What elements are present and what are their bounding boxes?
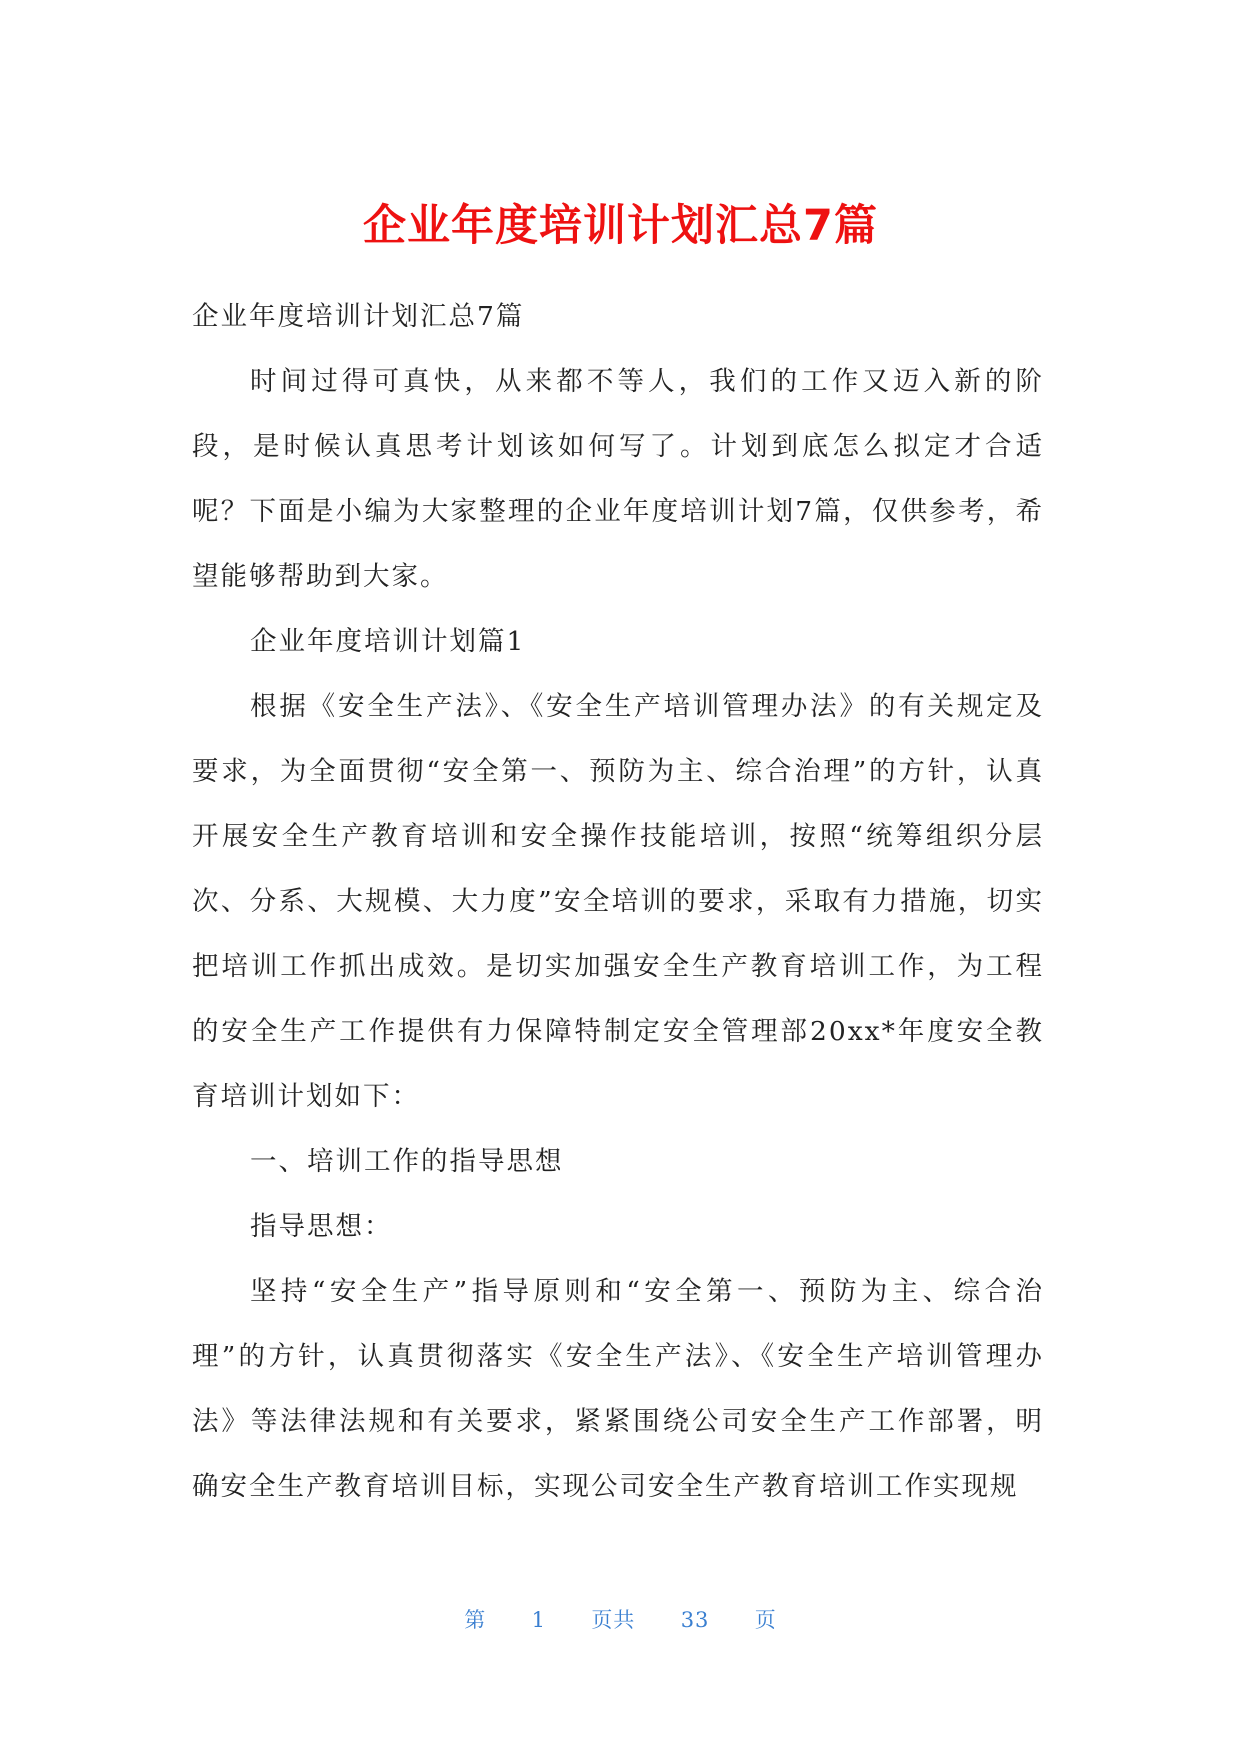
footer-total-pages: 33	[680, 1608, 710, 1632]
paragraph: 根据《安全生产法》、《安全生产培训管理办法》的有关规定及要求，为全面贯彻“安全第一、预防为主、综合治理”的方针，认真开展安全生产教育培训和安全操作技能培训，按照“统筹组织分层次、分系、大规模、大力度”安全培训的要求，采取有力措施，切实把培训工作抓出成效。是切实加强安全生产教育培训工作，为工程的安全生产工作提供有力保障特制定安全管理部20xx*年度安全教育培训计划如下：	[192, 691, 1044, 1112]
footer-page-label: 第	[464, 1608, 487, 1632]
paragraph: 时间过得可真快，从来都不等人，我们的工作又迈入新的阶段，是时候认真思考计划该如何写了。计划到底怎么拟定才合适呢？下面是小编为大家整理的企业年度培训计划7篇，仅供参考，希望能够帮助到大家。	[192, 366, 1044, 592]
footer-total-label: 页共	[591, 1608, 636, 1632]
section-heading: 企业年度培训计划篇1	[250, 626, 526, 657]
paragraph: 坚持“安全生产”指导原则和“安全第一、预防为主、综合治理”的方针，认真贯彻落实《安全生产法》、《安全生产培训管理办法》等法律法规和有关要求，紧紧围绕公司安全生产工作部署，明确安全生产教育培训目标，实现公司安全生产教育培训工作实现规	[192, 1276, 1044, 1502]
page-footer	[0, 1604, 1241, 1634]
document-title: 企业年度培训计划汇总7篇	[363, 201, 878, 251]
paragraph: 企业年度培训计划汇总7篇	[192, 301, 525, 332]
section-heading: 一、培训工作的指导思想	[250, 1146, 564, 1177]
paragraph: 指导思想：	[250, 1211, 393, 1242]
footer-page-suffix: 页	[754, 1608, 777, 1632]
document-body	[192, 284, 1044, 1519]
footer-current-page: 1	[531, 1608, 546, 1632]
